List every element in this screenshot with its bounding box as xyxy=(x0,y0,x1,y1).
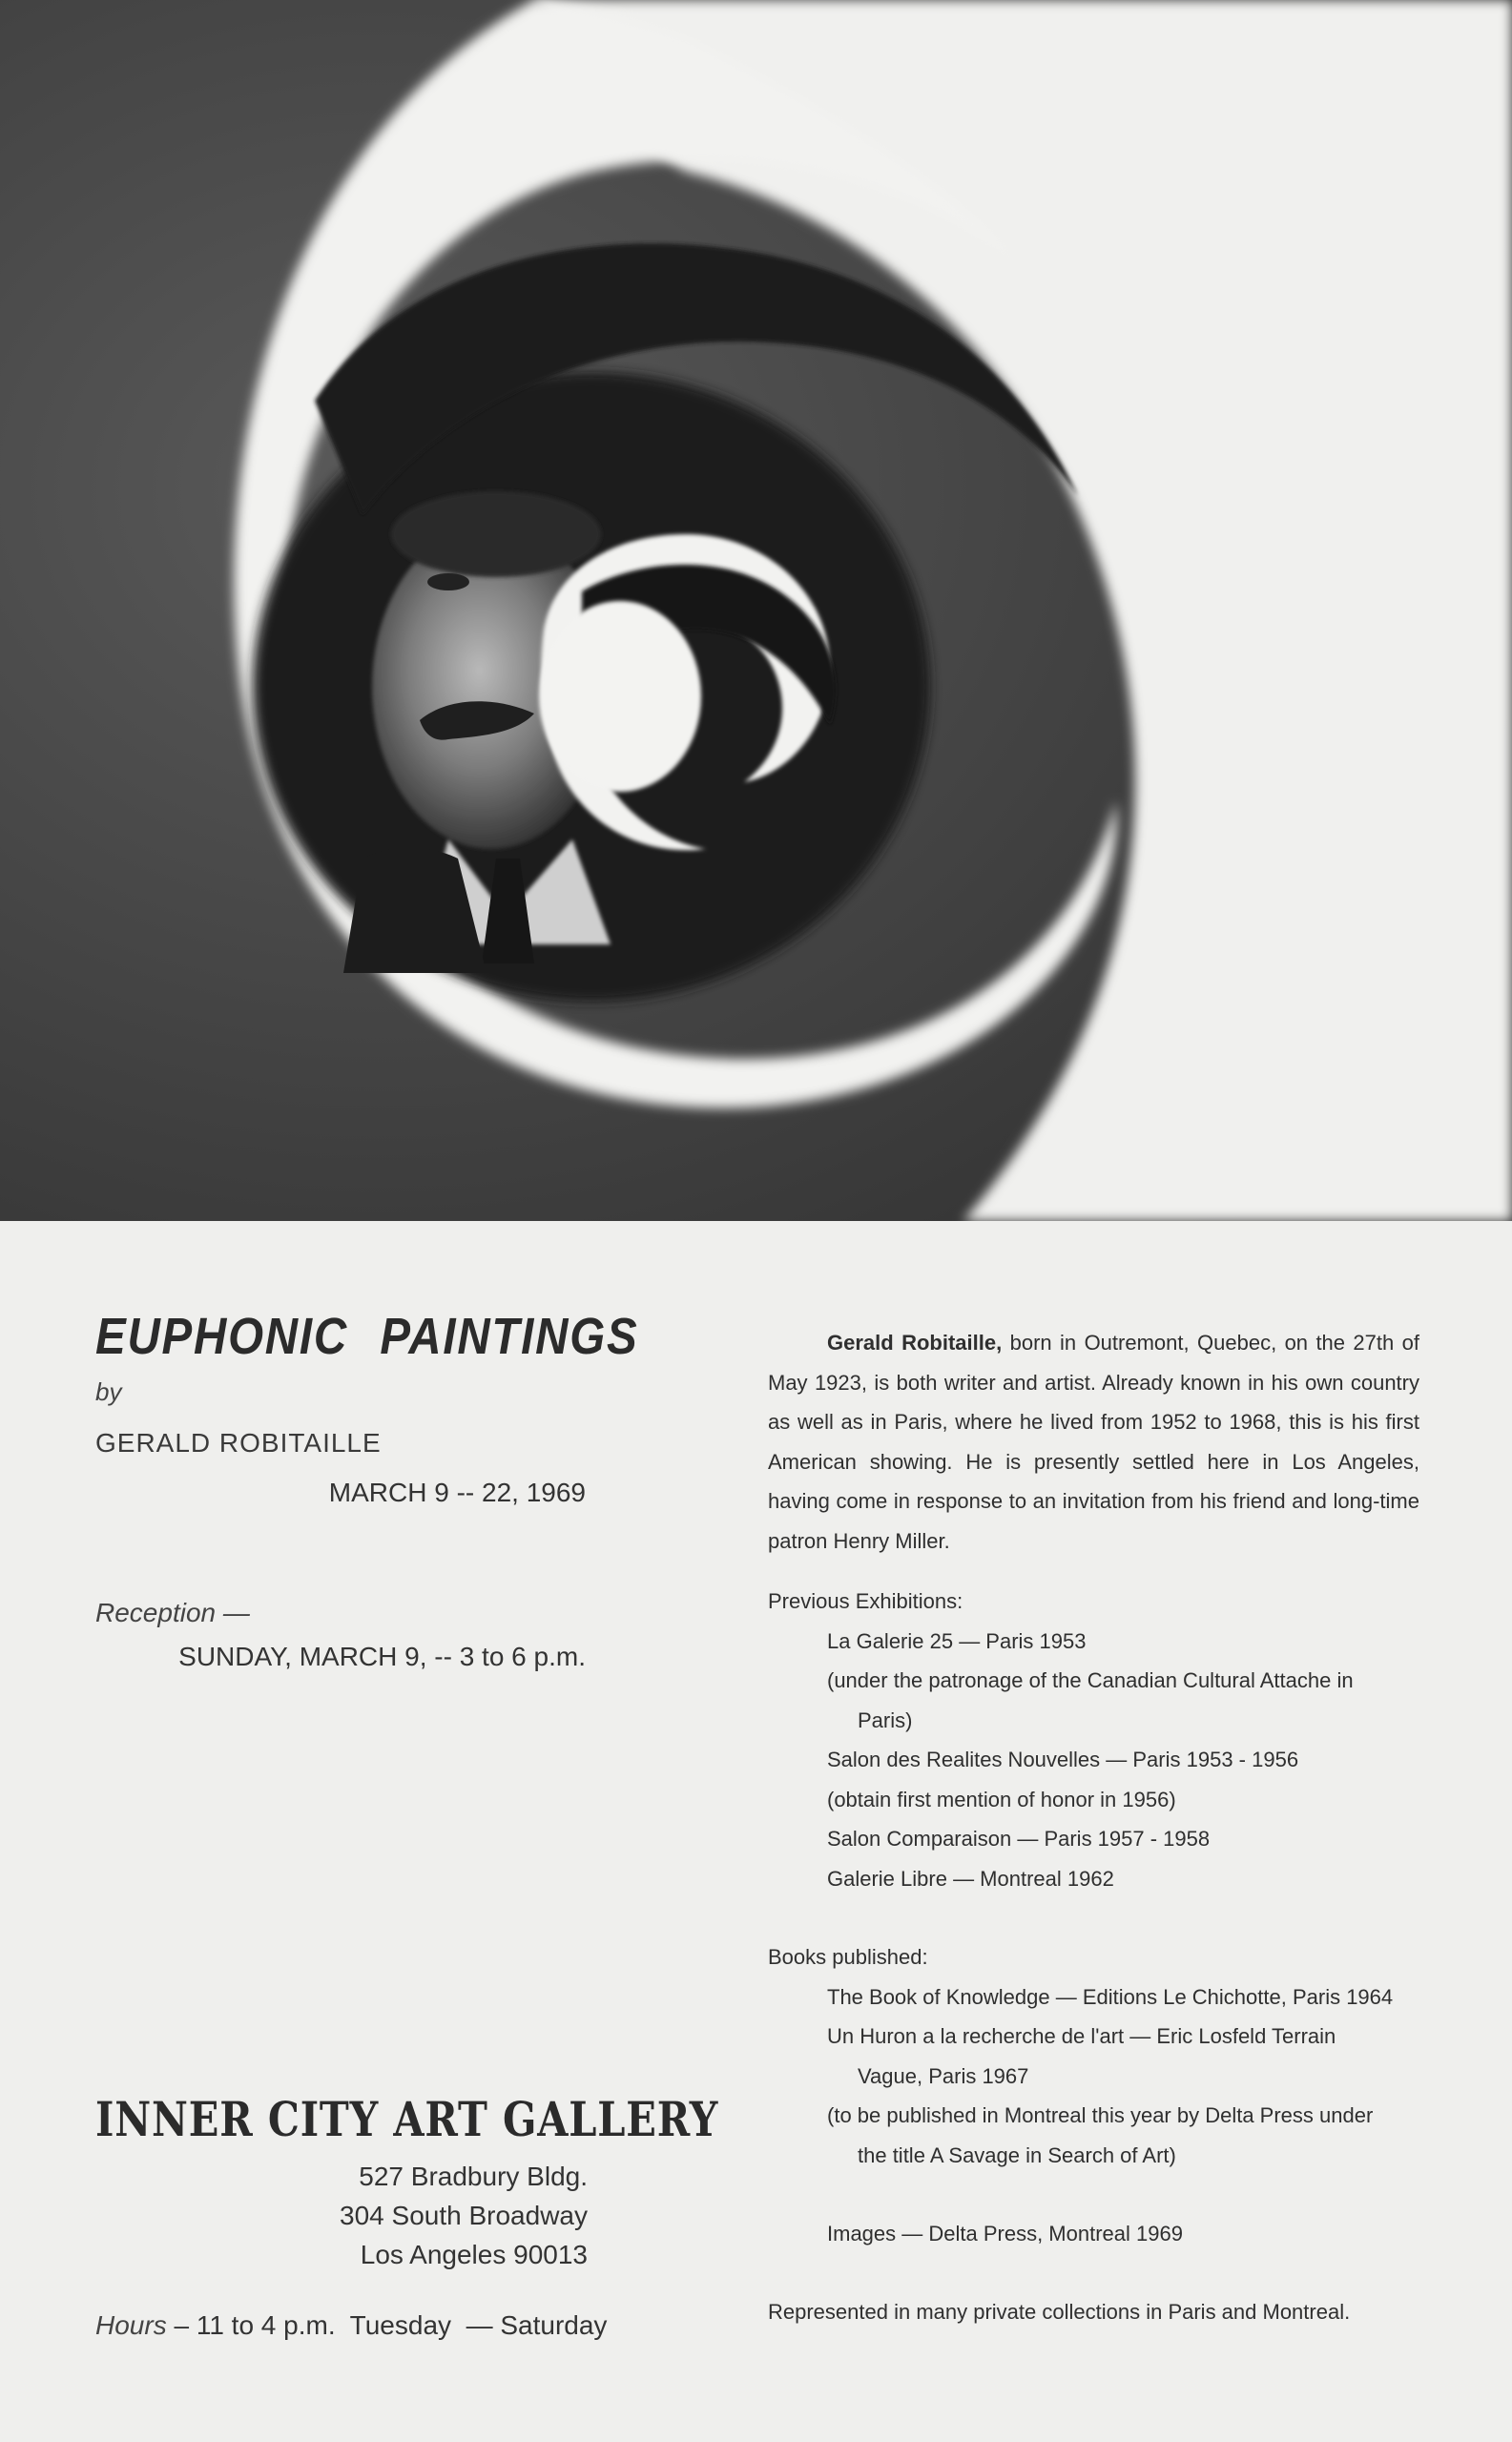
address-line: 304 South Broadway xyxy=(340,2201,588,2230)
exhibition-dates: MARCH 9 -- 22, 1969 xyxy=(328,1478,586,1507)
exhibitions-heading: Previous Exhibitions: xyxy=(768,1589,963,1613)
list-item-continuation: the title A Savage in Search of Art) xyxy=(858,2142,1176,2167)
list-item-continuation: Paris) xyxy=(858,1707,913,1732)
list-item-text: (to be published in Montreal this year by Delta Press under xyxy=(827,2103,1374,2127)
list-item xyxy=(768,2096,1419,2175)
address-line: Los Angeles 90013 xyxy=(360,2240,588,2269)
gallery-address xyxy=(95,2157,591,2274)
list-item: (obtain first mention of honor in 1956) xyxy=(827,1787,1176,1811)
collections-note: Represented in many private collections in Paris and Montreal. xyxy=(768,2299,1351,2324)
list-item xyxy=(768,2017,1419,2096)
hours-text: – 11 to 4 p.m. Tuesday — Saturday xyxy=(166,2310,608,2340)
address-line: 527 Bradbury Bldg. xyxy=(359,2162,588,2191)
reception-label: Reception — xyxy=(95,1598,250,1627)
exhibition-title xyxy=(95,1307,639,1366)
by-label: by xyxy=(95,1377,122,1406)
exhibitions-section xyxy=(768,1582,1419,1898)
list-item: Salon Comparaison — Paris 1957 - 1958 xyxy=(827,1827,1211,1851)
list-item: La Galerie 25 — Paris 1953 xyxy=(827,1628,1087,1653)
list-item-text: Un Huron a la recherche de l'art — Eric Losfeld Terrain xyxy=(827,2024,1336,2048)
artist-biography xyxy=(768,1323,1419,2331)
list-item xyxy=(768,1661,1419,1740)
books-section xyxy=(768,1937,1419,2254)
list-item: Galerie Libre — Montreal 1962 xyxy=(827,1866,1114,1891)
gallery-hours xyxy=(95,2310,608,2341)
bio-text: born in Outremont, Quebec, on the 27th of May 1923, is both writer and artist. Already known in his own country as well as in Paris, where he lived from 1952 to 1968, this is his first American showing. He is presently settled here in Los Angeles, having come in response to an invitation from his friend and long-time patron Henry Miller. xyxy=(768,1331,1419,1553)
artist-name: GERALD ROBITAILLE xyxy=(95,1428,382,1458)
bio-name: Gerald Robitaille, xyxy=(827,1331,1003,1355)
title-word-2: PAINTINGS xyxy=(380,1308,639,1365)
gallery-info xyxy=(95,2091,719,2274)
reception-time: SUNDAY, MARCH 9, -- 3 to 6 p.m. xyxy=(178,1642,586,1671)
list-item: Images — Delta Press, Montreal 1969 xyxy=(827,2222,1183,2245)
books-heading: Books published: xyxy=(768,1945,928,1969)
hours-label: Hours xyxy=(95,2310,167,2340)
list-item-continuation: Vague, Paris 1967 xyxy=(858,2063,1029,2088)
title-word-1: EUPHONIC xyxy=(95,1308,348,1365)
list-item: The Book of Knowledge — Editions Le Chichotte, Paris 1964 xyxy=(827,1984,1394,2009)
bio-paragraph xyxy=(768,1323,1419,1561)
exhibition-info xyxy=(95,1307,639,1672)
list-item: Salon des Realites Nouvelles — Paris 1953 - 1956 xyxy=(827,1748,1299,1771)
list-item-text: (under the patronage of the Canadian Cultural Attache in xyxy=(827,1668,1354,1692)
gallery-name: INNER CITY ART GALLERY xyxy=(95,2091,719,2147)
